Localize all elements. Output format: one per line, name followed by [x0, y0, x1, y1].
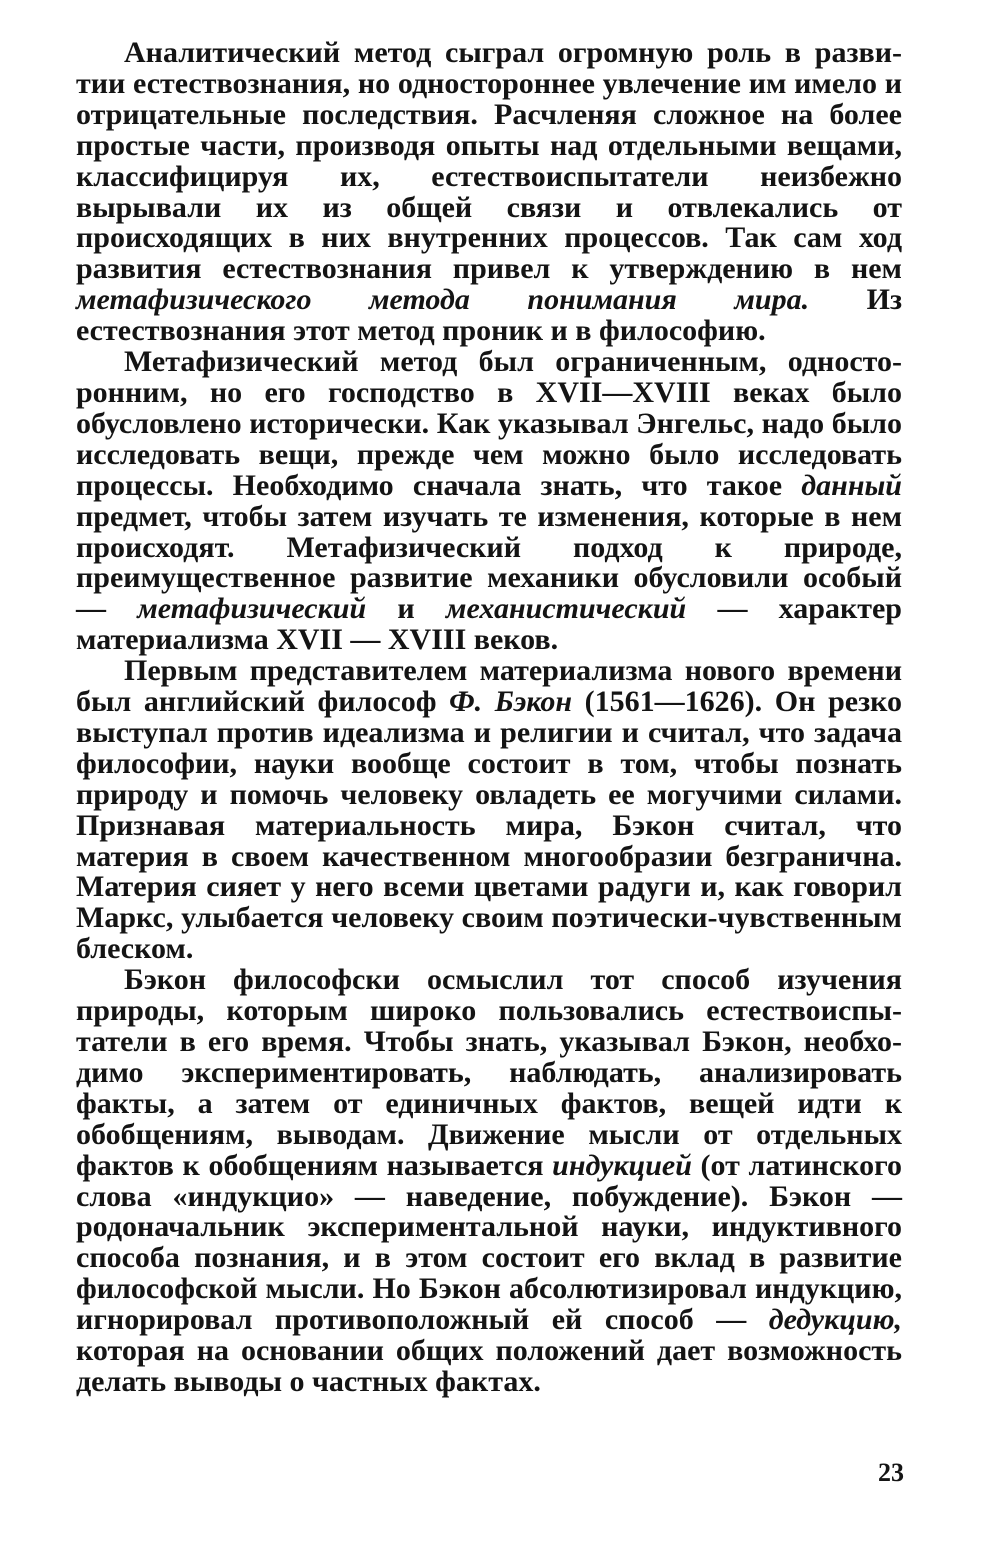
- paragraph-bacon-induction: [76, 965, 902, 1398]
- text-run: которая на основании общих положений дает возможность делать выводы о частных фактах.: [76, 1334, 902, 1398]
- text-run: (от латинского слова «индукцио» — наведение, побуждение). Бэкон — родоначальник экспериментальной науки, индуктивного способа познания, и в этом состоит его вклад в развитие философской мысли. Но Бэкон абсолютизировал индукцию, игнорировал противоположный ей способ —: [76, 1148, 902, 1337]
- emphasized-term: Ф. Бэкон: [449, 685, 573, 719]
- text-run: Бэкон философски осмыслил тот способ изучения природы, которым широко пользовались естествоиспытатели в его время. Чтобы знать, указывал Бэкон, необходимо экспериментировать, наблюдать, анализировать факты, а затем от единичных фактов, вещей идти к обобщениям, выводам. Движение мысли от отдельных фактов к обобщениям называется: [76, 963, 902, 1182]
- text-run: и: [366, 592, 446, 626]
- emphasized-term: механистический: [445, 592, 687, 626]
- text-run: Аналитический метод сыграл огромную роль в развитии естествознания, но одностороннее увлечение им имело и отрицательные последствия. Расчленяя сложное на более простые части, производя опыты над отдельными вещами, классифицируя их, естествоиспытатели неизбежно вырывали их из общей связи и отвлекались от происходящих в них внутренних процессов. Так сам ход развития естествознания привел к утверждению в нем: [76, 36, 902, 286]
- emphasized-term: данный: [801, 468, 902, 502]
- page-body: [76, 38, 902, 1398]
- paragraph-metaphysical-method: [76, 347, 902, 656]
- paragraph-analytic-method: [76, 38, 902, 347]
- paragraph-bacon-materialism: [76, 656, 902, 965]
- page-number: 23: [878, 1458, 904, 1487]
- emphasized-term: индукцией: [552, 1148, 692, 1182]
- emphasized-term: дедукцию,: [768, 1303, 902, 1337]
- text-run: (1561—1626). Он резко выступал против идеализма и религии и считал, что задача философии, науки вообще состоит в том, чтобы познать природу и помочь человеку овладеть ее могучими силами. Признавая материальность мира, Бэкон считал, что материя в своем качественном многообразии безгранична. Материя сияет у него всеми цветами радуги и, как говорил Маркс, улыбается человеку своим поэтически-чувственным блеском.: [76, 685, 903, 966]
- text-run: предмет, чтобы затем изучать те изменения, которые в нем происходят. Метафизический подход к природе, преимущественное развитие механики обусловили особый —: [76, 499, 902, 626]
- emphasized-term: метафизический: [137, 592, 367, 626]
- text-run: — характер материализма XVII — XVIII веков.: [76, 592, 902, 657]
- text-run: Метафизический метод был ограниченным, односторонним, но его господство в XVII—XVIII веках было обусловлено исторически. Как указывал Энгельс, надо было исследовать вещи, прежде чем можно было исследовать процессы. Необходимо сначала знать, что такое: [76, 345, 902, 502]
- text-run: Первым представителем материализма нового времени был английский философ: [76, 654, 902, 719]
- emphasized-term: метафизического метода понимания мира.: [76, 283, 810, 317]
- text-run: Из естествознания этот метод проник и в философию.: [76, 283, 902, 348]
